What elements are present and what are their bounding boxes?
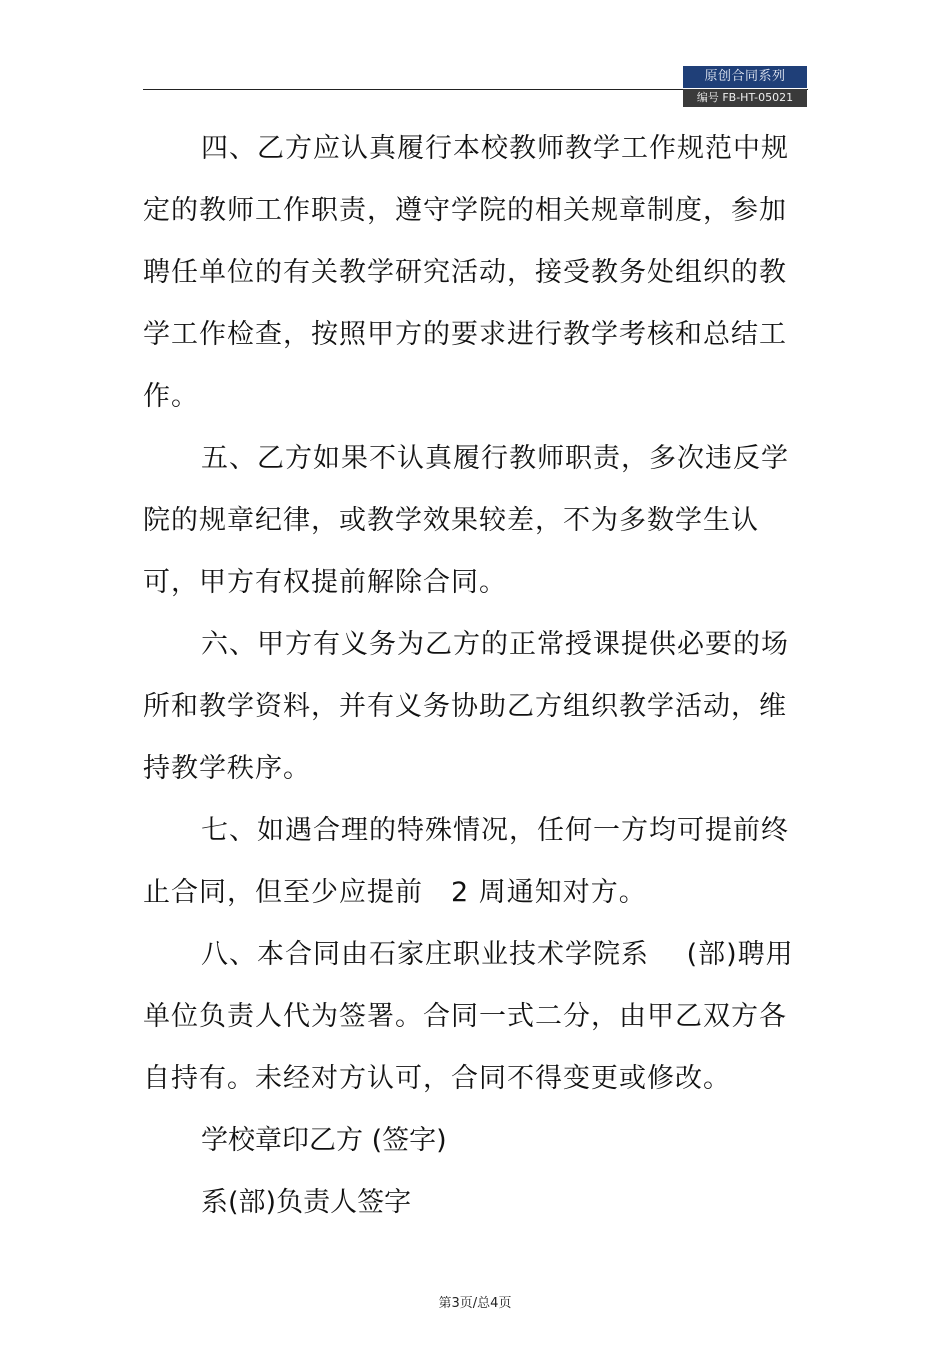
clause-7: 七、如遇合理的特殊情况，任何一方均可提前终止合同，但至少应提前 2 周通知对方。	[143, 815, 789, 908]
clause-6: 六、甲方有义务为乙方的正常授课提供必要的场所和教学资料，并有义务协助乙方组织教学活动，维持教学秩序。	[143, 629, 789, 784]
badge-code: 编号 FB-HT-05021	[683, 89, 807, 107]
clause-5: 五、乙方如果不认真履行教师职责，多次违反学院的规章纪律，或教学效果较差，不为多数学生认可，甲方有权提前解除合同。	[143, 443, 789, 598]
badge-title: 原创合同系列	[683, 66, 807, 88]
school-seal-line: 学校章印乙方 (签字)	[201, 1125, 447, 1156]
department-signature-line: 系(部)负责人签字	[201, 1187, 412, 1218]
page-indicator: 第3页/总4页	[438, 1296, 512, 1311]
clause-8: 八、本合同由石家庄职业技术学院系 (部)聘用单位负责人代为签署。合同一式二分，由甲乙双方各自持有。未经对方认可，合同不得变更或修改。	[143, 939, 794, 1094]
contract-body	[143, 118, 803, 1234]
clause-4: 四、乙方应认真履行本校教师教学工作规范中规定的教师工作职责，遵守学院的相关规章制度，参加聘任单位的有关教学研究活动，接受教务处组织的教学工作检查，按照甲方的要求进行教学考核和总结工作。	[143, 133, 789, 412]
series-badge	[683, 66, 807, 107]
